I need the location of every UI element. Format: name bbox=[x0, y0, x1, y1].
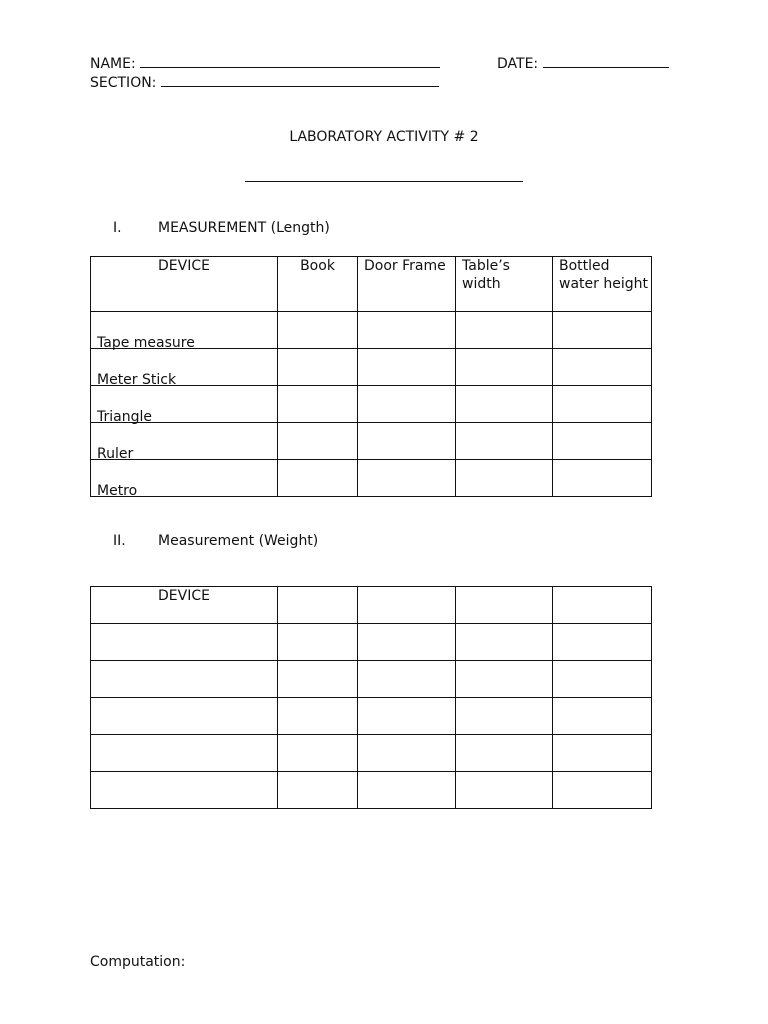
measurement-cell[interactable] bbox=[553, 661, 652, 698]
measurement-cell[interactable] bbox=[358, 460, 456, 497]
table-header-row bbox=[91, 257, 652, 312]
measurement-cell[interactable] bbox=[278, 624, 358, 661]
measurement-cell[interactable] bbox=[553, 349, 652, 386]
section-blank-line[interactable] bbox=[161, 85, 439, 87]
device-label: Metro bbox=[97, 483, 138, 499]
section1-numeral: I. bbox=[113, 220, 122, 236]
measurement-cell[interactable] bbox=[553, 386, 652, 423]
page-title: LABORATORY ACTIVITY # 2 bbox=[289, 129, 479, 145]
device-label: Triangle bbox=[97, 409, 152, 425]
measurement-cell[interactable] bbox=[358, 735, 456, 772]
measurement-cell[interactable] bbox=[358, 624, 456, 661]
measurement-cell[interactable] bbox=[278, 772, 358, 809]
section-label: SECTION: bbox=[90, 75, 157, 91]
table-row bbox=[91, 312, 652, 349]
device-cell bbox=[91, 312, 278, 349]
header-cell[interactable] bbox=[358, 587, 456, 624]
name-blank-line[interactable] bbox=[140, 66, 440, 68]
date-blank-line[interactable] bbox=[543, 66, 669, 68]
measurement-cell[interactable] bbox=[358, 312, 456, 349]
header-cell[interactable] bbox=[553, 587, 652, 624]
measurement-cell[interactable] bbox=[358, 661, 456, 698]
measurement-cell[interactable] bbox=[278, 735, 358, 772]
section-field[interactable] bbox=[90, 75, 439, 91]
measurement-cell[interactable] bbox=[278, 661, 358, 698]
measurement-cell[interactable] bbox=[456, 661, 553, 698]
header-cell[interactable] bbox=[456, 587, 553, 624]
measurement-cell[interactable] bbox=[278, 423, 358, 460]
measurement-cell[interactable] bbox=[553, 698, 652, 735]
measurement-cell[interactable] bbox=[553, 460, 652, 497]
column-header-bottled-water-height: Bottled water height bbox=[553, 257, 652, 312]
table-row bbox=[91, 661, 652, 698]
section2-heading: Measurement (Weight) bbox=[158, 533, 319, 549]
measurement-cell[interactable] bbox=[456, 624, 553, 661]
table-row bbox=[91, 386, 652, 423]
measurement-cell[interactable] bbox=[358, 386, 456, 423]
measurement-cell[interactable] bbox=[456, 735, 553, 772]
table-row bbox=[91, 772, 652, 809]
measurement-cell[interactable] bbox=[278, 460, 358, 497]
measurement-cell[interactable] bbox=[358, 772, 456, 809]
device-cell[interactable] bbox=[91, 735, 278, 772]
column-header-device: DEVICE bbox=[91, 587, 278, 624]
device-cell bbox=[91, 349, 278, 386]
table-header-row bbox=[91, 587, 652, 624]
device-cell[interactable] bbox=[91, 624, 278, 661]
device-cell bbox=[91, 423, 278, 460]
device-label: Meter Stick bbox=[97, 372, 177, 388]
computation-label: Computation: bbox=[90, 954, 186, 970]
length-measurement-table bbox=[90, 256, 652, 497]
measurement-cell[interactable] bbox=[553, 312, 652, 349]
measurement-cell[interactable] bbox=[553, 772, 652, 809]
section1-heading: MEASUREMENT (Length) bbox=[158, 220, 330, 236]
name-field[interactable] bbox=[90, 56, 440, 72]
device-cell bbox=[91, 460, 278, 497]
table-row bbox=[91, 349, 652, 386]
subtitle-blank-line[interactable] bbox=[245, 181, 523, 182]
device-cell[interactable] bbox=[91, 661, 278, 698]
measurement-cell[interactable] bbox=[456, 423, 553, 460]
measurement-cell[interactable] bbox=[358, 698, 456, 735]
column-header-device: DEVICE bbox=[91, 257, 278, 312]
measurement-cell[interactable] bbox=[456, 349, 553, 386]
header-cell[interactable] bbox=[278, 587, 358, 624]
measurement-cell[interactable] bbox=[358, 423, 456, 460]
date-field[interactable] bbox=[497, 56, 669, 72]
column-header-door-frame: Door Frame bbox=[358, 257, 456, 312]
device-cell bbox=[91, 386, 278, 423]
measurement-cell[interactable] bbox=[456, 386, 553, 423]
measurement-cell[interactable] bbox=[456, 460, 553, 497]
device-cell[interactable] bbox=[91, 772, 278, 809]
table-row bbox=[91, 735, 652, 772]
measurement-cell[interactable] bbox=[456, 312, 553, 349]
measurement-cell[interactable] bbox=[553, 735, 652, 772]
measurement-cell[interactable] bbox=[358, 349, 456, 386]
column-header-book: Book bbox=[278, 257, 358, 312]
measurement-cell[interactable] bbox=[456, 698, 553, 735]
column-header-table-width: Table’s width bbox=[456, 257, 553, 312]
table-row bbox=[91, 460, 652, 497]
table-row bbox=[91, 698, 652, 735]
measurement-cell[interactable] bbox=[278, 349, 358, 386]
table-row bbox=[91, 423, 652, 460]
name-label: NAME: bbox=[90, 56, 136, 72]
table-row bbox=[91, 624, 652, 661]
weight-measurement-table bbox=[90, 586, 652, 809]
measurement-cell[interactable] bbox=[456, 772, 553, 809]
measurement-cell[interactable] bbox=[553, 423, 652, 460]
device-cell[interactable] bbox=[91, 698, 278, 735]
device-label: Tape measure bbox=[97, 335, 195, 351]
measurement-cell[interactable] bbox=[553, 624, 652, 661]
measurement-cell[interactable] bbox=[278, 312, 358, 349]
device-label: Ruler bbox=[97, 446, 134, 462]
date-label: DATE: bbox=[497, 56, 539, 72]
measurement-cell[interactable] bbox=[278, 698, 358, 735]
measurement-cell[interactable] bbox=[278, 386, 358, 423]
section2-numeral: II. bbox=[113, 533, 126, 549]
